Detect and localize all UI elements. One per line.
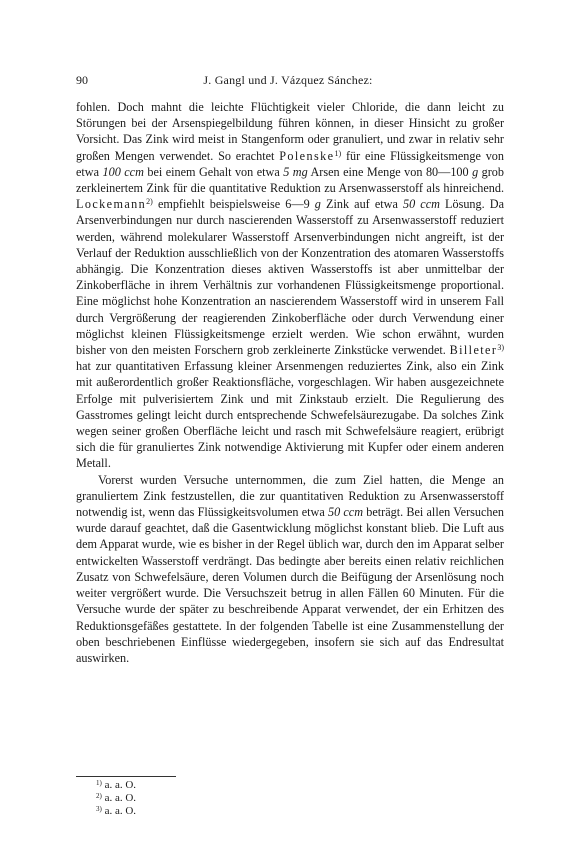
quantity: 100 ccm <box>102 164 144 179</box>
footnote-mark: 3) <box>96 805 102 813</box>
footnote-ref-2: 2) <box>146 197 153 207</box>
footnote-text: a. a. O. <box>104 792 137 804</box>
paragraph-text: grob zerkleinertem Zink für die quantitative Reduktion zu Arsenwasserstoff als hinreichend. <box>76 164 504 196</box>
paragraph-text: fohlen. Doch mahnt die leichte Flüchtigkeit vieler Chloride, die dann leicht zu Störungen bei der Arsenspiegelbildung führen können, in dieser Hinsicht zu großer Vorsicht. Das Zink wird meist in Stangenform oder granuliert, und zwar in relativ sehr großen Mengen verwendet. So erachtet <box>76 100 504 163</box>
author-name-polenske: Polenske <box>279 148 335 163</box>
running-title: J. Gangl und J. Vázquez Sánchez: <box>203 73 373 87</box>
footnote-text: a. a. O. <box>104 805 137 817</box>
body-text <box>76 99 504 666</box>
footnote-ref-1: 1) <box>334 148 342 158</box>
paragraph-2 <box>76 472 504 666</box>
paragraph-text: Arsen eine Menge von 80—100 <box>307 164 473 179</box>
page-number: 90 <box>76 73 88 87</box>
footnote-3 <box>96 805 296 818</box>
paragraph-text: für eine Flüssigkeitsmenge von etwa <box>76 148 504 179</box>
footnote-2 <box>96 792 296 805</box>
paragraph-text: empfiehlt beispielsweise 6—9 <box>152 197 315 212</box>
quantity: 5 mg <box>283 164 308 179</box>
quantity: g <box>472 164 479 179</box>
paragraph-text: Vorerst wurden Versuche unternommen, die zum Ziel hatten, die Menge an granuliertem Zink festzustellen, die zur quantitativen Reduktion zu Arsenwasserstoff notwendig ist, wenn das Flüssigkeitsvolumen etwa <box>76 472 504 520</box>
quantity: 50 ccm <box>402 197 440 212</box>
paragraph-text: beträgt. Bei allen Versuchen wurde darauf geachtet, daß die Gasentwicklung möglichst konstant blieb. Die Luft aus dem Apparat wurde, wie es bisher in der Regel üblich war, durch den im Apparat selber entwickelten Wasserstoff verdrängt. Das bedingte aber bereits einen relativ reichlichen Zusatz von Schwefelsäure, deren Volumen durch die Beifügung der Arsenlösung noch weiter vergrößert wurde. Die Versuchszeit betrug in allen Fällen 60 Minuten. Für die Versuche wurde der später zu beschreibende Apparat verwendet, der ein Erhitzen des Reduktionsgefäßes gestattete. In der folgenden Tabelle ist eine Zusammenstellung der oben beschriebenen Einflüsse wiedergegeben, insofern sie sich auf das Endresultat auswirken. <box>76 505 504 665</box>
author-name-billeter: Billeter <box>449 343 498 358</box>
footnote-1 <box>96 779 296 792</box>
page-header <box>72 72 504 88</box>
paragraph-1 <box>76 99 504 472</box>
paragraph-text: Lösung. Da Arsenverbindungen nur durch nascierenden Wasserstoff zu Arsenwasserstoff reduziert werden, während molekularer Wasserstoff Arsenverbindungen nicht angreift, ist der Verlauf der Reduktion ausschließlich von der Konzentration des atomaren Wasserstoffs abhängig. Die Konzentration dieses aktiven Wasserstoffs ist aber unmittelbar der Zinkoberfläche in ihrem Verhältnis zur vorhandenen Flüssigkeitsmenge proportional. Eine möglichst hohe Konzentration an nascierendem Wasserstoff wird in unserem Fall durch Vergrößerung der reagierenden Zinkoberfläche oder durch Verwendung einer möglichst kleinen Flüssigkeitsmenge erzielt werden. Wie schon erwähnt, wurden bisher von den meisten Forschern grob zerkleinerte Zinkstücke verwendet. <box>76 197 504 358</box>
quantity: 50 ccm <box>327 505 364 520</box>
footnote-rule <box>76 776 176 777</box>
footnote-mark: 2) <box>96 792 102 800</box>
footnote-ref-3: 3) <box>497 343 504 353</box>
author-name-lockemann: Lockemann <box>76 197 147 212</box>
footnote-mark: 1) <box>96 779 102 787</box>
paragraph-text: Zink auf etwa <box>320 197 403 212</box>
paragraph-text: hat zur quantitativen Erfassung kleiner Arsenmengen reduziertes Zink, also ein Zink mit außerordentlich großer Reaktionsfläche, vorgeschlagen. Wir haben ausgezeichnete Erfolge mit pulverisiertem Zink und mit Zinkstaub erzielt. Die Regulierung des Gasstromes gelingt leicht durch entsprechende Schwefelsäurezugabe. Da solches Zink wegen seiner großen Oberfläche leicht und rasch mit Schwefelsäure reagiert, erübrigt sich die für granuliertes Zink notwendige Aktivierung mit Kupfer oder einem anderen Metall. <box>76 359 504 471</box>
paragraph-text: bei einem Gehalt von etwa <box>143 164 284 179</box>
footnotes <box>96 779 296 818</box>
quantity: g <box>314 197 321 212</box>
footnote-text: a. a. O. <box>104 779 137 791</box>
